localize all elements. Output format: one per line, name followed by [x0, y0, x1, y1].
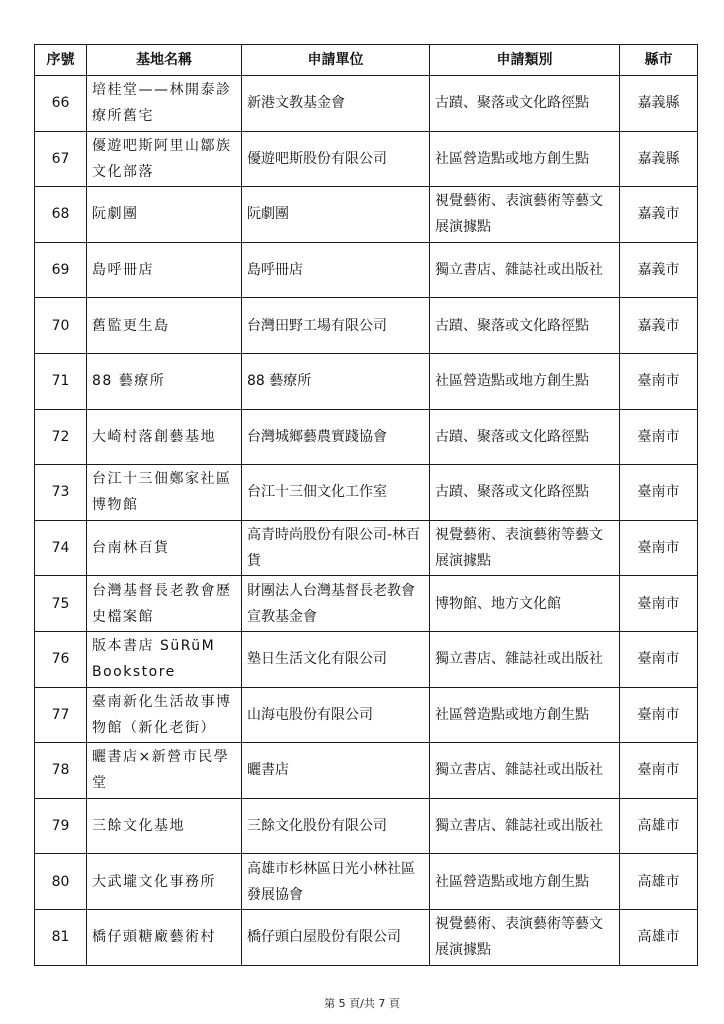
header-applicant: 申請單位 — [242, 45, 430, 76]
applicant: 橋仔頭白屋股份有限公司 — [242, 909, 430, 965]
table-row — [35, 520, 698, 576]
table-row — [35, 131, 698, 187]
city: 嘉義市 — [620, 187, 698, 243]
city: 臺南市 — [620, 743, 698, 799]
table-row — [35, 798, 698, 854]
site-name: 橋仔頭糖廠藝術村 — [87, 909, 242, 965]
category: 視覺藝術、表演藝術等藝文展演據點 — [430, 520, 620, 576]
table-row — [35, 743, 698, 799]
applicant: 曬書店 — [242, 743, 430, 799]
city: 高雄市 — [620, 909, 698, 965]
city: 高雄市 — [620, 854, 698, 910]
table-row — [35, 631, 698, 687]
city: 臺南市 — [620, 520, 698, 576]
city: 嘉義縣 — [620, 76, 698, 132]
row-number: 80 — [35, 854, 87, 910]
applicant: 山海屯股份有限公司 — [242, 687, 430, 743]
table-row — [35, 909, 698, 965]
city: 臺南市 — [620, 409, 698, 465]
city: 嘉義市 — [620, 298, 698, 354]
applicant: 三餘文化股份有限公司 — [242, 798, 430, 854]
row-number: 66 — [35, 76, 87, 132]
category: 社區營造點或地方創生點 — [430, 131, 620, 187]
header-site-name: 基地名稱 — [87, 45, 242, 76]
city: 嘉義縣 — [620, 131, 698, 187]
site-name: 優遊吧斯阿里山鄒族文化部落 — [87, 131, 242, 187]
category: 古蹟、聚落或文化路徑點 — [430, 298, 620, 354]
row-number: 76 — [35, 631, 87, 687]
row-number: 75 — [35, 576, 87, 632]
site-name: 島呼冊店 — [87, 242, 242, 298]
city: 臺南市 — [620, 353, 698, 409]
row-number: 74 — [35, 520, 87, 576]
row-number: 79 — [35, 798, 87, 854]
header-serial: 序號 — [35, 45, 87, 76]
applicant: 高雄市杉林區日光小林社區發展協會 — [242, 854, 430, 910]
table-row — [35, 242, 698, 298]
category: 古蹟、聚落或文化路徑點 — [430, 76, 620, 132]
site-name: 三餘文化基地 — [87, 798, 242, 854]
applicant: 台灣田野工場有限公司 — [242, 298, 430, 354]
site-name: 台江十三佃鄭家社區博物館 — [87, 465, 242, 521]
site-name: 臺南新化生活故事博物館（新化老街） — [87, 687, 242, 743]
category: 獨立書店、雜誌社或出版社 — [430, 743, 620, 799]
applicant: 高青時尚股份有限公司-林百貨 — [242, 520, 430, 576]
header-city: 縣市 — [620, 45, 698, 76]
table-row — [35, 76, 698, 132]
page-number-footer: 第 5 頁/共 7 頁 — [324, 997, 400, 1010]
row-number: 71 — [35, 353, 87, 409]
applicant: 優遊吧斯股份有限公司 — [242, 131, 430, 187]
table-row — [35, 298, 698, 354]
site-name: 大武壠文化事務所 — [87, 854, 242, 910]
row-number: 81 — [35, 909, 87, 965]
city: 臺南市 — [620, 576, 698, 632]
row-number: 73 — [35, 465, 87, 521]
row-number: 77 — [35, 687, 87, 743]
site-name: 培桂堂——林開泰診療所舊宅 — [87, 76, 242, 132]
city: 臺南市 — [620, 687, 698, 743]
table-row — [35, 465, 698, 521]
category: 視覺藝術、表演藝術等藝文展演據點 — [430, 187, 620, 243]
sites-table — [34, 44, 698, 966]
site-name: 阮劇團 — [87, 187, 242, 243]
site-name: 大崎村落創藝基地 — [87, 409, 242, 465]
city: 臺南市 — [620, 465, 698, 521]
table-row — [35, 409, 698, 465]
city: 嘉義市 — [620, 242, 698, 298]
row-number: 70 — [35, 298, 87, 354]
applicant: 88 藝療所 — [242, 353, 430, 409]
category: 古蹟、聚落或文化路徑點 — [430, 409, 620, 465]
row-number: 67 — [35, 131, 87, 187]
applicant: 塾日生活文化有限公司 — [242, 631, 430, 687]
table-row — [35, 187, 698, 243]
category: 獨立書店、雜誌社或出版社 — [430, 631, 620, 687]
city: 臺南市 — [620, 631, 698, 687]
table-row — [35, 854, 698, 910]
table-row — [35, 687, 698, 743]
category: 古蹟、聚落或文化路徑點 — [430, 465, 620, 521]
site-name: 版本書店 SüRüM Bookstore — [87, 631, 242, 687]
category: 獨立書店、雜誌社或出版社 — [430, 242, 620, 298]
applicant: 財團法人台灣基督長老教會宣教基金會 — [242, 576, 430, 632]
category: 社區營造點或地方創生點 — [430, 687, 620, 743]
category: 視覺藝術、表演藝術等藝文展演據點 — [430, 909, 620, 965]
row-number: 72 — [35, 409, 87, 465]
table-header-row — [35, 45, 698, 76]
category: 獨立書店、雜誌社或出版社 — [430, 798, 620, 854]
site-name: 台灣基督長老教會歷史檔案館 — [87, 576, 242, 632]
applicant: 台江十三佃文化工作室 — [242, 465, 430, 521]
city: 高雄市 — [620, 798, 698, 854]
site-name: 舊監更生島 — [87, 298, 242, 354]
row-number: 78 — [35, 743, 87, 799]
applicant: 台灣城鄉藝農實踐協會 — [242, 409, 430, 465]
site-name: 台南林百貨 — [87, 520, 242, 576]
table-row — [35, 353, 698, 409]
site-name: 曬書店×新營市民學堂 — [87, 743, 242, 799]
header-category: 申請類別 — [430, 45, 620, 76]
category: 社區營造點或地方創生點 — [430, 854, 620, 910]
applicant: 島呼冊店 — [242, 242, 430, 298]
row-number: 68 — [35, 187, 87, 243]
applicant: 阮劇團 — [242, 187, 430, 243]
category: 博物館、地方文化館 — [430, 576, 620, 632]
row-number: 69 — [35, 242, 87, 298]
applicant: 新港文教基金會 — [242, 76, 430, 132]
table-row — [35, 576, 698, 632]
site-name: 88 藝療所 — [87, 353, 242, 409]
category: 社區營造點或地方創生點 — [430, 353, 620, 409]
